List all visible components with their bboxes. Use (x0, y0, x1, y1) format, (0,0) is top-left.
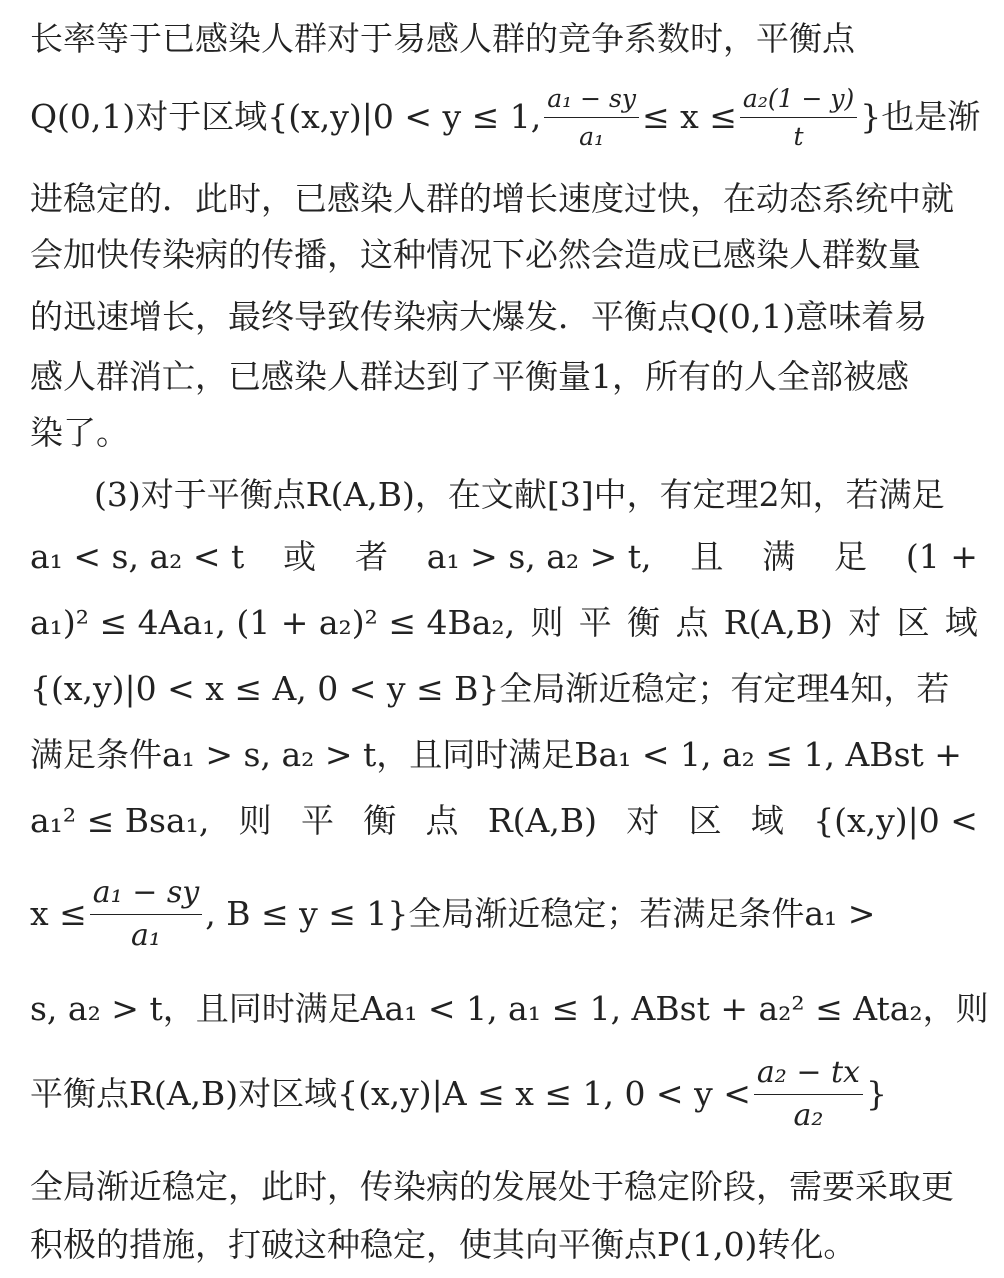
fraction (754, 1054, 863, 1133)
text-segment: a₁ > s, a₂ > t, (426, 537, 652, 576)
fraction-bar (754, 1094, 863, 1095)
text-segment: 点 (675, 603, 709, 642)
text-segment: {(x,y)|0 < x ≤ A, 0 < y ≤ B}全局渐近稳定；有定理4知，若 (30, 669, 950, 708)
fraction-denominator: t (793, 121, 804, 151)
text-line (30, 590, 978, 656)
fraction-numerator: a₂(1 − y) (742, 83, 855, 113)
text-segment: 感人群消亡，已感染人群达到了平衡量1，所有的人全部被感 (30, 357, 909, 396)
text-segment: 且 (690, 537, 724, 576)
text-line (30, 788, 978, 854)
fraction-denominator: a₁ (579, 121, 605, 151)
text-segment: 则 (238, 801, 272, 840)
formula-text: Q(0,1)对于区域{(x,y)|0 < y ≤ 1, (30, 97, 542, 136)
formula-text: x ≤ (30, 894, 87, 933)
text-segment: 全局渐近稳定，此时，传染病的发展处于稳定阶段，需要采取更 (30, 1167, 954, 1206)
text-segment: 积极的措施，打破这种稳定，使其向平衡点P(1,0)转化。 (30, 1225, 857, 1264)
fraction-denominator: a₁ (131, 917, 161, 953)
fraction-numerator: a₁ − sy (547, 83, 637, 113)
text-segment: 点 (425, 801, 459, 840)
text-segment: a₁ < s, a₂ < t (30, 537, 245, 576)
text-line (30, 76, 981, 158)
text-segment: 域 (750, 801, 784, 840)
text-segment: 染了。 (30, 413, 129, 452)
text-segment: 或 (283, 537, 317, 576)
text-segment: 者 (354, 537, 388, 576)
text-line (30, 400, 978, 466)
fraction-numerator: a₁ − sy (92, 874, 200, 910)
text-segment: {(x,y)|0 < (813, 801, 978, 840)
fraction-denominator: a₂ (793, 1097, 824, 1133)
text-line (30, 284, 978, 350)
fraction-bar (90, 914, 202, 915)
text-line (30, 1154, 978, 1220)
text-line (30, 1046, 978, 1142)
text-segment: 域 (944, 603, 978, 642)
text-segment: 进稳定的．此时，已感染人群的增长速度过快，在动态系统中就 (30, 179, 954, 218)
text-segment: 足 (834, 537, 868, 576)
formula-text: , B ≤ y ≤ 1}全局渐近稳定；若满足条件a₁ > (205, 894, 876, 933)
text-segment: R(A,B) (487, 801, 597, 840)
text-segment: 对 (626, 801, 660, 840)
fraction-bar (740, 117, 857, 118)
text-line (30, 1212, 978, 1278)
text-segment: 会加快传染病的传播，这种情况下必然会造成已感染人群数量 (30, 235, 921, 274)
formula-text: } (865, 1074, 887, 1113)
text-segment: 区 (688, 801, 722, 840)
text-line (30, 656, 978, 722)
text-segment: s, a₂ > t，且同时满足Aa₁ < 1, a₁ ≤ 1, ABst + a₂² ≤ Ata₂，则 (30, 989, 989, 1028)
fraction-numerator: a₂ − tx (756, 1054, 860, 1090)
text-line (30, 866, 978, 962)
text-segment: 区 (896, 603, 930, 642)
text-line (30, 6, 978, 72)
text-segment: (1 + (905, 537, 978, 576)
text-line (30, 524, 978, 590)
text-line (30, 976, 989, 1042)
formula-text: }也是渐 (860, 97, 981, 136)
text-segment: R(A,B) (723, 603, 833, 642)
text-segment: a₁)² ≤ 4Aa₁, (1 + a₂)² ≤ 4Ba₂, (30, 603, 516, 642)
text-segment: (3)对于平衡点R(A,B)，在文献[3]中，有定理2知，若满足 (94, 475, 945, 514)
fraction (544, 83, 639, 151)
text-segment: 满 (762, 537, 796, 576)
text-segment: 的迅速增长，最终导致传染病大爆发．平衡点Q(0,1)意味着易 (30, 297, 928, 336)
text-segment: 平 (300, 801, 334, 840)
text-segment: 衡 (363, 801, 397, 840)
text-segment: a₁² ≤ Bsa₁, (30, 801, 210, 840)
fraction (90, 874, 202, 953)
text-line (94, 462, 978, 528)
text-segment: 满足条件a₁ > s, a₂ > t，且同时满足Ba₁ < 1, a₂ ≤ 1, ABst + (30, 735, 962, 774)
formula-text: ≤ x ≤ (642, 97, 737, 136)
text-segment: 平 (578, 603, 612, 642)
text-line (30, 722, 978, 788)
text-segment: 则 (530, 603, 564, 642)
text-segment: 对 (848, 603, 882, 642)
fraction-bar (544, 117, 639, 118)
formula-text: 平衡点R(A,B)对区域{(x,y)|A ≤ x ≤ 1, 0 < y < (30, 1074, 751, 1113)
fraction (740, 83, 857, 151)
text-line (30, 222, 978, 288)
text-segment: 长率等于已感染人群对于易感人群的竞争系数时，平衡点 (30, 19, 855, 58)
text-segment: 衡 (627, 603, 661, 642)
